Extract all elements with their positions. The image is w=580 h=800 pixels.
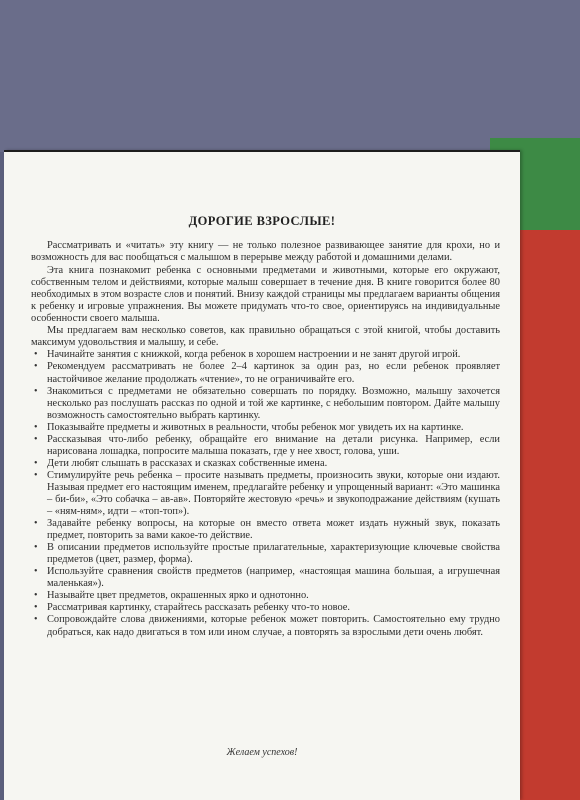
tips-list bbox=[31, 349, 500, 638]
book-page bbox=[4, 150, 520, 800]
tip-item: • Стимулируйте речь ребенка – просите называть предметы, произносить звуки, которые они издают. Называя предмет его настоящим именем, предлагайте ребенку и упрощенный вариант: «Это машинка – би-би», «Это собачка – ав-ав». Повторяйте жестовую «речь» и звукоподражание действиям (кушать – «ням-ням», идти – «топ-топ»). bbox=[31, 470, 500, 518]
tip-item: • Знакомиться с предметами не обязательно совершать по порядку. Возможно, малышу захочется несколько раз послушать рассказ по одной и той же картинке, с небольшим повтором. Дайте малышу возможность самостоятельно выбрать картинку. bbox=[31, 386, 500, 422]
closing-line: Желаем успехов! bbox=[226, 747, 298, 758]
tip-item: • Рекомендуем рассматривать не более 2–4 картинок за один раз, но если ребенок проявляет настойчивое желание продолжать «чтение», то не ограничивайте его. bbox=[31, 361, 500, 385]
page-title: ДОРОГИЕ ВЗРОСЛЫЕ! bbox=[188, 214, 336, 228]
body-text bbox=[31, 240, 500, 639]
tip-item: • В описании предметов используйте простые прилагательные, характеризующие ключевые свойства предметов (цвет, размер, форма). bbox=[31, 542, 500, 566]
intro-paragraph: Рассматривать и «читать» эту книгу — не только полезное развивающее занятие для крохи, но и возможность для вас пообщаться с малышом в перерыве между работой и домашними делами. bbox=[31, 240, 500, 264]
scanner-background bbox=[0, 0, 580, 152]
tip-item: • Дети любят слышать в рассказах и сказках собственные имена. bbox=[31, 458, 500, 470]
about-paragraph: Эта книга познакомит ребенка с основными предметами и животными, которые его окружают, собственным телом и действиями, которые малыш совершает в течение дня. В книге говорится более 80 необходимых в этом возрасте слов и понятий. Внизу каждой страницы мы предлагаем варианты общения к ребенку и игровые упражнения. Вы можете придумать что-то свое, ориентируясь на индивидуальные особенности своего малыша. bbox=[31, 265, 500, 325]
tip-item: • Задавайте ребенку вопросы, на которые он вместо ответа может издать нужный звук, показать предмет, повторить за вами какое-то действие. bbox=[31, 518, 500, 542]
tip-item: • Сопровождайте слова движениями, которые ребенок может повторить. Самостоятельно ему трудно добраться, как надо двигаться в том или ином случае, а повторять за взрослыми дети очень любят. bbox=[31, 614, 500, 638]
tip-item: • Называйте цвет предметов, окрашенных ярко и однотонно. bbox=[31, 590, 500, 602]
tip-item: • Показывайте предметы и животных в реальности, чтобы ребенок мог увидеть их на картинке. bbox=[31, 422, 500, 434]
advice-intro-paragraph: Мы предлагаем вам несколько советов, как правильно обращаться с этой книгой, чтобы доставить максимум удовольствия и малышу, и себе. bbox=[31, 325, 500, 349]
tip-item: • Рассказывая что-либо ребенку, обращайте его внимание на детали рисунка. Например, если нарисована лошадка, попросите малыша показать, где у нее хвост, голова, уши. bbox=[31, 434, 500, 458]
tip-item: • Начинайте занятия с книжкой, когда ребенок в хорошем настроении и не занят другой игрой. bbox=[31, 349, 500, 361]
tip-item: • Рассматривая картинку, старайтесь рассказать ребенку что-то новое. bbox=[31, 602, 500, 614]
tip-item: • Используйте сравнения свойств предметов (например, «настоящая машина большая, а игрушечная маленькая»). bbox=[31, 566, 500, 590]
